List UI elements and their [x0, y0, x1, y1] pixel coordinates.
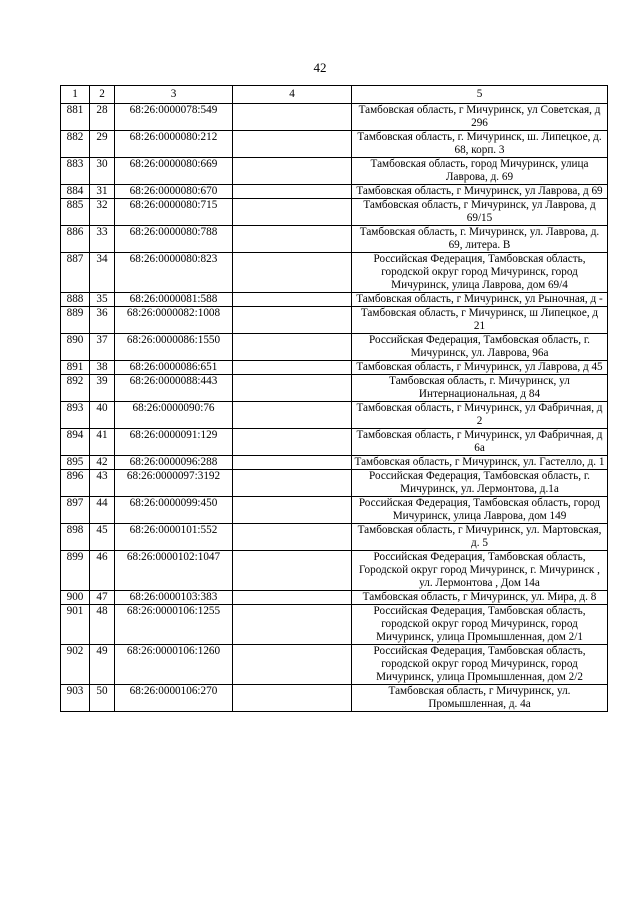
- address: Тамбовская область, г. Мичуринск, ул Интернациональная, д 84: [352, 375, 608, 402]
- address: Тамбовская область, г Мичуринск, ул. Промышленная, д. 4а: [352, 685, 608, 712]
- row-number: 886: [61, 226, 90, 253]
- page-number: 42: [313, 60, 327, 75]
- cadastral-number: 68:26:0000088:443: [115, 375, 233, 402]
- cadastral-number: 68:26:0000086:651: [115, 361, 233, 375]
- col-4-cell: [233, 226, 352, 253]
- cadastral-number: 68:26:0000102:1047: [115, 551, 233, 591]
- address: Российская Федерация, Тамбовская область, Городской округ город Мичуринск, г. Мичуринск , ул. Лермонтова , Дом 14а: [352, 551, 608, 591]
- cadastral-number: 68:26:0000078:549: [115, 104, 233, 131]
- table-row: [61, 470, 608, 497]
- table-row: [61, 199, 608, 226]
- table-row: [61, 551, 608, 591]
- table-row: [61, 226, 608, 253]
- row-index: 38: [90, 361, 115, 375]
- row-number: 898: [61, 524, 90, 551]
- row-number: 900: [61, 591, 90, 605]
- row-index: 31: [90, 185, 115, 199]
- table-row: [61, 253, 608, 293]
- cadastral-number: 68:26:0000080:823: [115, 253, 233, 293]
- row-index: 28: [90, 104, 115, 131]
- col-4-cell: [233, 605, 352, 645]
- row-number: 893: [61, 402, 90, 429]
- table-row: [61, 605, 608, 645]
- row-index: 37: [90, 334, 115, 361]
- row-index: 43: [90, 470, 115, 497]
- address: Российская Федерация, Тамбовская область, г. Мичуринск, ул. Лаврова, 96а: [352, 334, 608, 361]
- row-number: 897: [61, 497, 90, 524]
- row-index: 44: [90, 497, 115, 524]
- row-number: 901: [61, 605, 90, 645]
- table-row: [61, 402, 608, 429]
- row-index: 40: [90, 402, 115, 429]
- col-4-cell: [233, 551, 352, 591]
- row-index: 49: [90, 645, 115, 685]
- table-row: [61, 361, 608, 375]
- table-header-row: [61, 86, 608, 104]
- table-row: [61, 307, 608, 334]
- cadastral-number: 68:26:0000106:1255: [115, 605, 233, 645]
- row-number: 895: [61, 456, 90, 470]
- address: Тамбовская область, г Мичуринск, ул. Мира, д. 8: [352, 591, 608, 605]
- address: Тамбовская область, г Мичуринск, ул. Мартовская, д. 5: [352, 524, 608, 551]
- address: Тамбовская область, г Мичуринск, ул Рыночная, д -: [352, 293, 608, 307]
- cadastral-number: 68:26:0000096:288: [115, 456, 233, 470]
- row-number: 902: [61, 645, 90, 685]
- row-index: 45: [90, 524, 115, 551]
- address: Российская Федерация, Тамбовская область, город Мичуринск, улица Лаврова, дом 149: [352, 497, 608, 524]
- col-4-cell: [233, 645, 352, 685]
- row-number: 891: [61, 361, 90, 375]
- header-col-1: 1: [61, 86, 90, 104]
- row-number: 890: [61, 334, 90, 361]
- table-row: [61, 685, 608, 712]
- cadastral-number: 68:26:0000080:715: [115, 199, 233, 226]
- row-number: 899: [61, 551, 90, 591]
- col-4-cell: [233, 158, 352, 185]
- cadastral-number: 68:26:0000080:212: [115, 131, 233, 158]
- row-number: 894: [61, 429, 90, 456]
- table-row: [61, 497, 608, 524]
- row-number: 882: [61, 131, 90, 158]
- col-4-cell: [233, 429, 352, 456]
- row-index: 50: [90, 685, 115, 712]
- row-index: 48: [90, 605, 115, 645]
- cadastral-number: 68:26:0000080:670: [115, 185, 233, 199]
- address: Тамбовская область, г Мичуринск, ул Лаврова, д 45: [352, 361, 608, 375]
- row-index: 32: [90, 199, 115, 226]
- col-4-cell: [233, 199, 352, 226]
- header-col-5: 5: [352, 86, 608, 104]
- cadastral-number: 68:26:0000106:1260: [115, 645, 233, 685]
- row-index: 41: [90, 429, 115, 456]
- table-row: [61, 293, 608, 307]
- row-index: 47: [90, 591, 115, 605]
- address: Тамбовская область, г Мичуринск, ул. Гастелло, д. 1: [352, 456, 608, 470]
- row-index: 29: [90, 131, 115, 158]
- cadastral-number: 68:26:0000090:76: [115, 402, 233, 429]
- col-4-cell: [233, 402, 352, 429]
- cadastral-number: 68:26:0000082:1008: [115, 307, 233, 334]
- table-row: [61, 131, 608, 158]
- col-4-cell: [233, 375, 352, 402]
- cadastral-number: 68:26:0000091:129: [115, 429, 233, 456]
- row-number: 889: [61, 307, 90, 334]
- col-4-cell: [233, 104, 352, 131]
- cadastral-number: 68:26:0000101:552: [115, 524, 233, 551]
- row-number: 885: [61, 199, 90, 226]
- row-number: 903: [61, 685, 90, 712]
- row-index: 39: [90, 375, 115, 402]
- row-number: 887: [61, 253, 90, 293]
- table-row: [61, 185, 608, 199]
- col-4-cell: [233, 131, 352, 158]
- address: Российская Федерация, Тамбовская область, городской округ город Мичуринск, город Мичуринск, улица Промышленная, дом 2/2: [352, 645, 608, 685]
- address: Российская Федерация, Тамбовская область, городской округ город Мичуринск, город Мичуринск, улица Лаврова, дом 69/4: [352, 253, 608, 293]
- row-index: 35: [90, 293, 115, 307]
- table-row: [61, 375, 608, 402]
- row-number: 896: [61, 470, 90, 497]
- cadastral-number: 68:26:0000106:270: [115, 685, 233, 712]
- col-4-cell: [233, 524, 352, 551]
- registry-table: [60, 85, 608, 712]
- table-row: [61, 334, 608, 361]
- header-col-4: 4: [233, 86, 352, 104]
- col-4-cell: [233, 185, 352, 199]
- address: Тамбовская область, г. Мичуринск, ш. Липецкое, д. 68, корп. 3: [352, 131, 608, 158]
- col-4-cell: [233, 361, 352, 375]
- col-4-cell: [233, 334, 352, 361]
- table-row: [61, 524, 608, 551]
- col-4-cell: [233, 497, 352, 524]
- cadastral-number: 68:26:0000103:383: [115, 591, 233, 605]
- table-row: [61, 429, 608, 456]
- cadastral-number: 68:26:0000081:588: [115, 293, 233, 307]
- address: Российская Федерация, Тамбовская область, городской округ город Мичуринск, город Мичуринск, улица Промышленная, дом 2/1: [352, 605, 608, 645]
- address: Тамбовская область, г Мичуринск, ш Липецкое, д 21: [352, 307, 608, 334]
- row-index: 30: [90, 158, 115, 185]
- cadastral-number: 68:26:0000080:669: [115, 158, 233, 185]
- row-number: 884: [61, 185, 90, 199]
- table-row: [61, 104, 608, 131]
- row-number: 883: [61, 158, 90, 185]
- col-4-cell: [233, 307, 352, 334]
- row-index: 33: [90, 226, 115, 253]
- address: Тамбовская область, г Мичуринск, ул Фабричная, д 2: [352, 402, 608, 429]
- row-number: 881: [61, 104, 90, 131]
- col-4-cell: [233, 293, 352, 307]
- col-4-cell: [233, 685, 352, 712]
- row-index: 34: [90, 253, 115, 293]
- row-index: 46: [90, 551, 115, 591]
- header-col-3: 3: [115, 86, 233, 104]
- cadastral-number: 68:26:0000099:450: [115, 497, 233, 524]
- col-4-cell: [233, 456, 352, 470]
- address: Тамбовская область, г. Мичуринск, ул. Лаврова, д. 69, литера. В: [352, 226, 608, 253]
- row-number: 888: [61, 293, 90, 307]
- col-4-cell: [233, 470, 352, 497]
- address: Тамбовская область, г Мичуринск, ул Лаврова, д 69: [352, 185, 608, 199]
- address: Тамбовская область, г Мичуринск, ул Лаврова, д 69/15: [352, 199, 608, 226]
- cadastral-number: 68:26:0000080:788: [115, 226, 233, 253]
- cadastral-number: 68:26:0000086:1550: [115, 334, 233, 361]
- table-row: [61, 591, 608, 605]
- table-row: [61, 456, 608, 470]
- table-row: [61, 645, 608, 685]
- cadastral-number: 68:26:0000097:3192: [115, 470, 233, 497]
- table-row: [61, 158, 608, 185]
- address: Тамбовская область, город Мичуринск, улица Лаврова, д. 69: [352, 158, 608, 185]
- row-index: 42: [90, 456, 115, 470]
- col-4-cell: [233, 253, 352, 293]
- row-index: 36: [90, 307, 115, 334]
- address: Российская Федерация, Тамбовская область, г. Мичуринск, ул. Лермонтова, д.1а: [352, 470, 608, 497]
- col-4-cell: [233, 591, 352, 605]
- header-col-2: 2: [90, 86, 115, 104]
- address: Тамбовская область, г Мичуринск, ул Советская, д 296: [352, 104, 608, 131]
- row-number: 892: [61, 375, 90, 402]
- address: Тамбовская область, г Мичуринск, ул Фабричная, д 6а: [352, 429, 608, 456]
